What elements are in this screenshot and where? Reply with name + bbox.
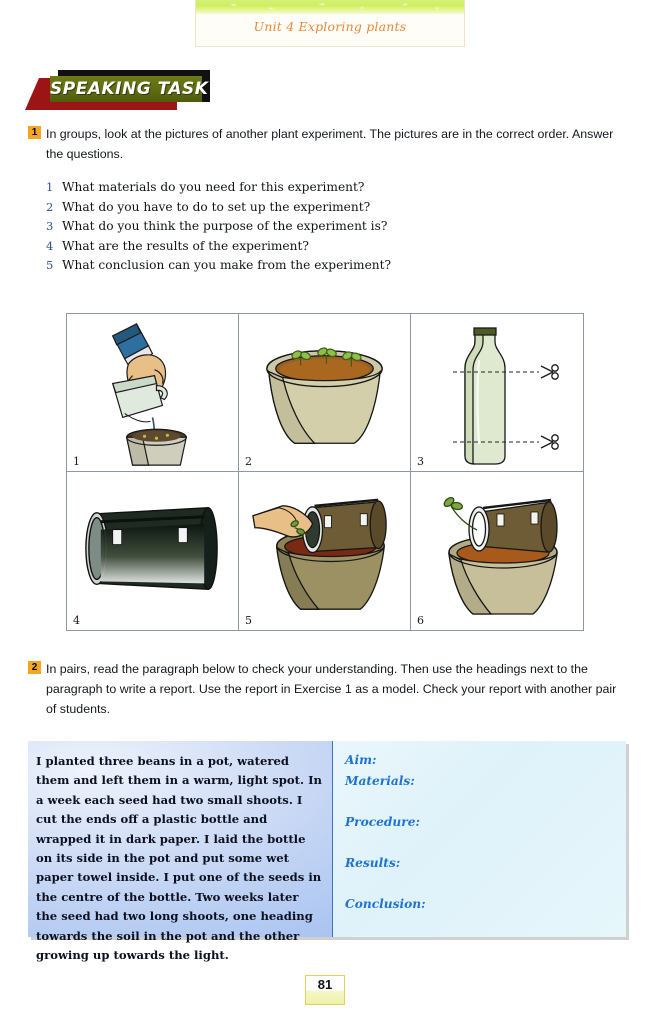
speaking-task-banner — [25, 70, 210, 110]
question-item — [46, 200, 606, 214]
exercise-2 — [28, 659, 628, 719]
pot-with-seedlings-icon — [239, 314, 410, 471]
exercise-1 — [28, 124, 628, 164]
question-item — [46, 239, 606, 253]
report-heading-procedure: Procedure: — [345, 815, 420, 829]
question-number: 2 — [46, 199, 54, 214]
picture-number: 5 — [245, 614, 252, 627]
report-paragraph-panel — [28, 741, 333, 963]
exercise-1-number: 1 — [28, 126, 41, 139]
shoot-growing-out-icon — [411, 472, 583, 630]
picture-number: 4 — [73, 614, 80, 627]
picture-cell-4 — [67, 472, 239, 630]
exercise-2-text: In pairs, read the paragraph below to check your understanding. Then use the headings next to the paragraph to write a report. Use the report in Exercise 1 as a model. Check your report with another pair of students. — [46, 662, 617, 716]
picture-number: 3 — [417, 455, 424, 468]
unit-title: Unit 4 Exploring plants — [253, 19, 407, 34]
page-number: 81 — [305, 975, 345, 1005]
bottle-cut-lines-icon — [411, 314, 583, 472]
question-text: What are the results of the experiment? — [62, 238, 309, 253]
picture-number: 1 — [73, 455, 80, 468]
report-paragraph: I planted three beans in a pot, watered them and left them in a warm, light spot. In a week each seed had two small shoots. I cut the ends off a plastic bottle and wrapped it in dark paper. I laid the bottle on its side in the pot and put some wet paper towel inside. I put one of the seeds in the centre of the bottle. Two weeks later the seed had two long shoots, one heading towards the soil in the pot and the other growing up towards the light. — [36, 754, 322, 963]
page-header — [195, 0, 465, 47]
question-text: What materials do you need for this experiment? — [62, 180, 365, 194]
exercise-1-text: In groups, look at the pictures of another plant experiment. The pictures are in the correct order. Answer the questions. — [46, 127, 614, 161]
dark-wrapped-bottle-icon — [67, 472, 238, 629]
report-heading-aim: Aim: — [345, 753, 377, 767]
picture-cell-3 — [411, 314, 583, 472]
question-number: 4 — [46, 238, 54, 253]
report-heading-conclusion: Conclusion: — [345, 897, 426, 911]
question-number: 1 — [46, 180, 54, 194]
question-list — [46, 180, 606, 278]
scissors-icon — [541, 435, 558, 449]
picture-cell-5 — [239, 472, 411, 630]
hand-placing-seedling-icon — [239, 472, 410, 629]
header-green-strip — [196, 0, 464, 14]
picture-cell-2 — [239, 314, 411, 472]
report-heading-results: Results: — [345, 856, 401, 870]
question-item — [46, 180, 606, 194]
report-heading-materials: Materials: — [345, 774, 415, 788]
question-number: 5 — [46, 258, 54, 272]
picture-number: 6 — [417, 614, 424, 627]
picture-grid — [66, 313, 584, 631]
question-item — [46, 219, 606, 233]
question-text: What do you think the purpose of the experiment is? — [62, 219, 388, 233]
picture-cell-6 — [411, 472, 583, 630]
report-headings-panel — [333, 741, 626, 937]
question-item — [46, 258, 606, 272]
banner-label: SPEAKING TASK — [50, 79, 209, 99]
report-box — [28, 741, 626, 963]
question-text: What conclusion can you make from the experiment? — [62, 258, 392, 272]
question-text: What do you have to do to set up the experiment? — [62, 199, 371, 214]
hand-pouring-water-icon — [67, 314, 238, 471]
question-number: 3 — [46, 219, 54, 233]
exercise-2-number: 2 — [28, 661, 41, 674]
scissors-icon — [541, 365, 558, 379]
picture-cell-1 — [67, 314, 239, 472]
picture-number: 2 — [245, 455, 252, 468]
